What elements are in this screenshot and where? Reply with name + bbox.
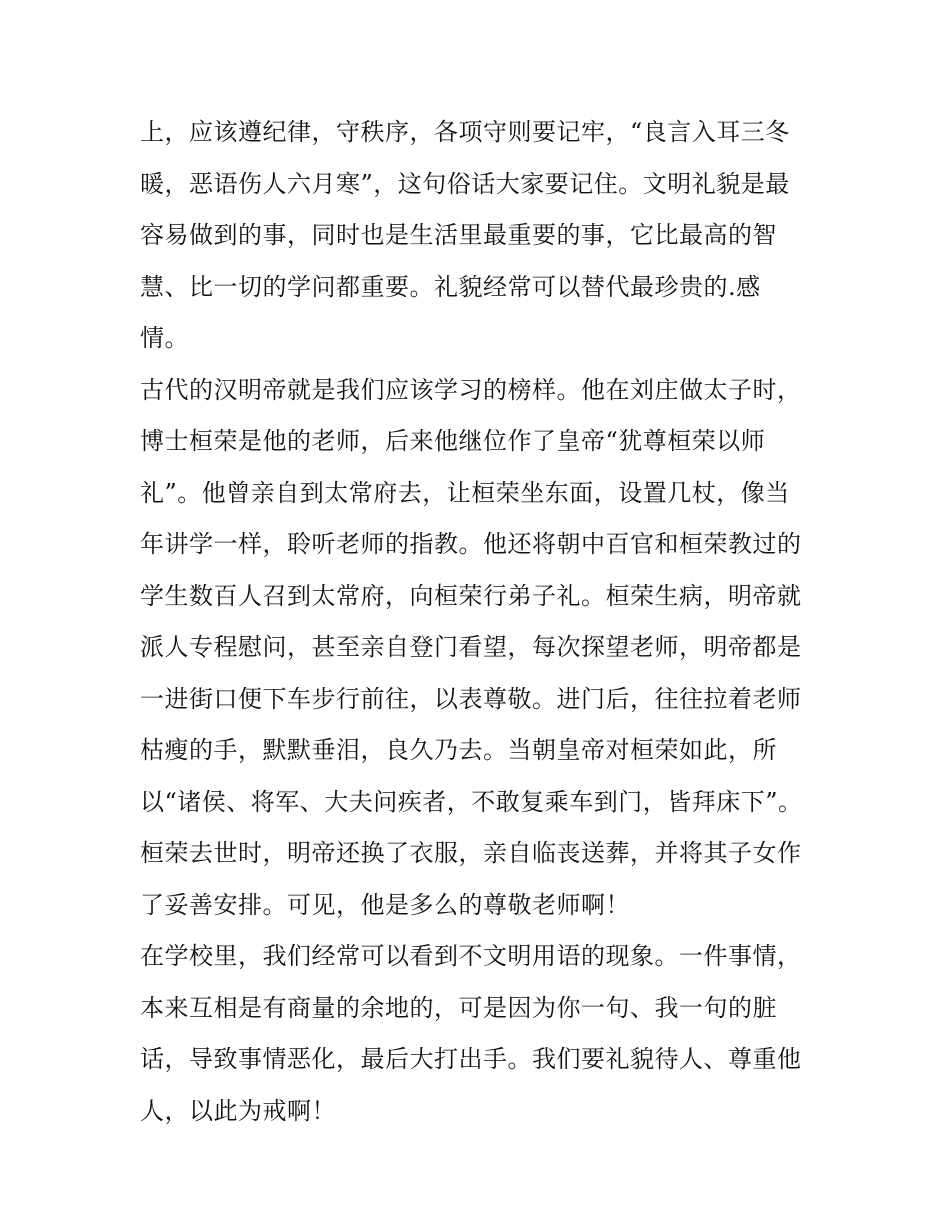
text-line: 了妥善安排。可见，他是多么的尊敬老师啊！	[140, 890, 630, 919]
text-line: 一进街口便下车步行前往，以表尊敬。进门后，往往拉着老师	[140, 684, 802, 713]
text-line: 容易做到的事，同时也是生活里最重要的事，它比最高的智	[140, 221, 777, 249]
text-line: 古代的汉明帝就是我们应该学习的榜样。他在刘庄做太子时，	[140, 375, 802, 404]
text-line: 博士桓荣是他的老师，后来他继位作了皇帝“犹尊桓荣以师	[140, 427, 766, 455]
text-line: 派人专程慰问，甚至亲自登门看望，每次探望老师，明帝都是	[140, 633, 802, 661]
text-line: 年讲学一样，聆听老师的指教。他还将朝中百官和桓荣教过的	[140, 530, 802, 558]
text-line: 礼”。他曾亲自到太常府去，让桓荣坐东面，设置几杖，像当	[140, 478, 790, 507]
text-line: 桓荣去世时，明帝还换了衣服，亲自临丧送葬，并将其子女作	[140, 839, 802, 867]
text-line: 慧、比一切的学问都重要。礼貌经常可以替代最珍贵的.感	[140, 272, 761, 301]
text-line: 枯瘦的手，默默垂泪，良久乃去。当朝皇帝对桓荣如此，所	[140, 736, 777, 764]
text-line: 上，应该遵纪律，守秩序，各项守则要记牢，“良言入耳三冬	[140, 118, 790, 146]
text-line: 以“诸侯、将军、大夫问疾者，不敢复乘车到门，皆拜床下”。	[140, 787, 803, 816]
text-line: 情。	[140, 324, 189, 352]
text-line: 在学校里，我们经常可以看到不文明用语的现象。一件事情，	[140, 942, 802, 970]
text-line: 本来互相是有商量的余地的，可是因为你一句、我一句的脏	[140, 993, 777, 1022]
text-line: 话，导致事情恶化，最后大打出手。我们要礼貌待人、尊重他	[140, 1045, 802, 1073]
text-line: 学生数百人召到太常府，向桓荣行弟子礼。桓荣生病，明帝就	[140, 581, 802, 610]
text-line: 人，以此为戒啊！	[140, 1096, 336, 1125]
text-line: 暖，恶语伤人六月寒”，这句俗话大家要记住。文明礼貌是最	[140, 169, 790, 198]
document-body	[140, 107, 820, 1137]
